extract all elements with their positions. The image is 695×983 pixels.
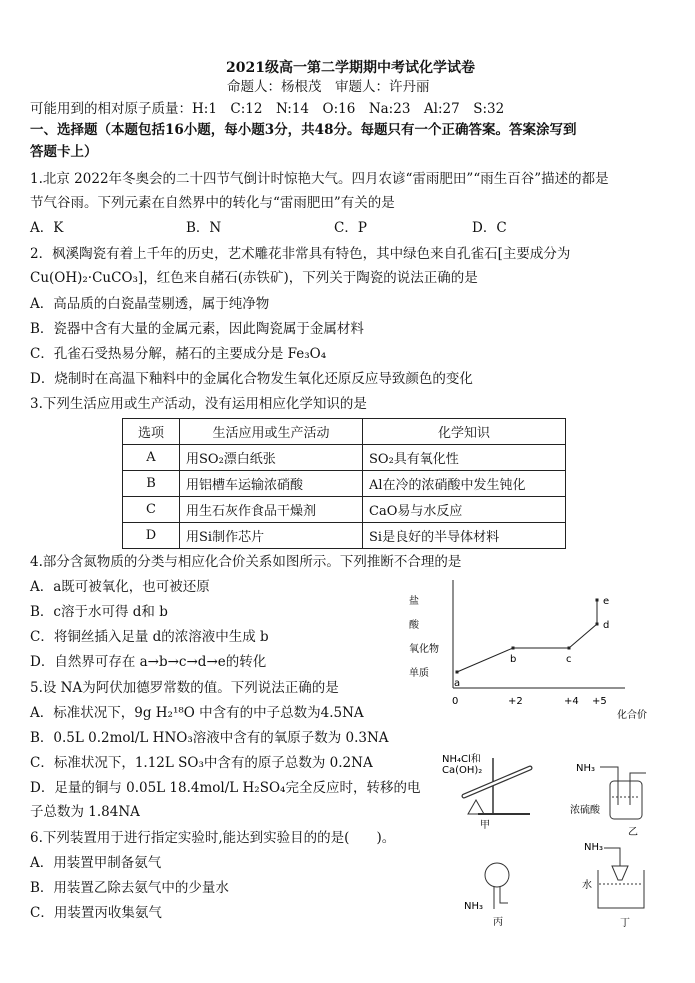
- yi-tubes: [600, 767, 646, 805]
- y-tick-label: 氧化物: [409, 644, 439, 655]
- apparatus-jia: [438, 748, 543, 833]
- q1-stem: 1.北京 2022年冬奥会的二十四节气倒计时惊艳大气。四月农谚“雷雨肥田”“雨生百谷”描述的都是: [30, 171, 609, 187]
- point-label-b: b: [510, 654, 517, 665]
- y-tick-label: 盐: [409, 596, 419, 607]
- x-axis-label: 化合价: [617, 710, 647, 721]
- beaker: [598, 870, 644, 908]
- page-title: 2021级高一第二学期期中考试化学试卷: [226, 60, 475, 76]
- table-cell: CaO易与水反应: [363, 497, 566, 523]
- q4-option-a: A．a既可被氧化，也可被还原: [30, 579, 210, 595]
- ding-tube: [604, 848, 620, 866]
- section-heading-cont: 答题卡上）: [30, 144, 98, 160]
- table-cell: SO₂具有氧化性: [363, 445, 566, 471]
- q2-option-c: C．孔雀石受热易分解，赭石的主要成分是 Fe₃O₄: [30, 346, 327, 362]
- table-cell: 用SO₂漂白纸张: [180, 445, 363, 471]
- q6-option-a: A．用装置甲制备氨气: [30, 855, 162, 871]
- point-c: [568, 647, 571, 650]
- q1-option-a: A．K: [30, 220, 64, 236]
- q5-option-c: C．标准状况下，1.12L SO₃中含有的原子总数为 0.2NA: [30, 755, 373, 771]
- x-tick-label: +2: [508, 696, 523, 707]
- q5-option-d-cont: 子总数为 1.84NA: [30, 804, 140, 820]
- q3-stem: 3.下列生活应用或生产活动，没有运用相应化学知识的是: [30, 396, 367, 412]
- nitrogen-valence-chart: [405, 580, 650, 750]
- section-heading: 一、选择题（本题包括16小题，每小题3分，共48分。每题只有一个正确答案。答案涂写到: [30, 122, 577, 138]
- bing-tubes: [494, 886, 508, 909]
- point-d: [596, 623, 599, 626]
- jia-reagent-label: NH₄Cl和: [442, 754, 481, 765]
- table-cell: A: [123, 445, 180, 471]
- point-a: [456, 671, 459, 674]
- q1-option-c: C．P: [334, 220, 367, 236]
- table-header: 选项: [123, 419, 180, 445]
- ding-gas-label: NH₃: [584, 842, 604, 853]
- authors: 命题人：杨根茂 审题人：许丹丽: [227, 79, 430, 95]
- inverted-funnel: [612, 866, 628, 880]
- q1-option-d: D．C: [472, 220, 507, 236]
- table-cell: Si是良好的半导体材料: [363, 523, 566, 549]
- point-label-e: e: [603, 596, 610, 607]
- q2-option-d: D．烧制时在高温下釉料中的金属化合物发生氧化还原反应导致颜色的变化: [30, 371, 473, 387]
- table-cell: B: [123, 471, 180, 497]
- alcohol-lamp: [468, 800, 484, 814]
- table-cell: Al在冷的浓硝酸中发生钝化: [363, 471, 566, 497]
- table-cell: 用铝槽车运输浓硝酸: [180, 471, 363, 497]
- q6-option-b: B．用装置乙除去氨气中的少量水: [30, 880, 229, 896]
- table-row: [123, 497, 566, 523]
- table-cell: D: [123, 523, 180, 549]
- y-tick-label: 酸: [409, 620, 419, 631]
- table-cell: 用生石灰作食品干燥剂: [180, 497, 363, 523]
- q5-option-a: A．标准状况下，9g H₂¹⁸O 中含有的中子总数为4.5NA: [30, 705, 364, 721]
- point-label-a: a: [454, 678, 461, 689]
- q2-stem: 2．枫溪陶瓷有着上千年的历史，艺术雕花非常具有特色，其中绿色来自孔雀石[主要成分为: [30, 246, 571, 262]
- table-header: 生活应用或生产活动: [180, 419, 363, 445]
- q1-stem-cont: 节气谷雨。下列元素在自然界中的转化与“雷雨肥田”有关的是: [30, 195, 395, 211]
- point-label-d: d: [603, 620, 610, 631]
- yi-label: 乙: [628, 827, 638, 838]
- y-tick-label: 单质: [409, 668, 429, 679]
- ding-label: 丁: [620, 918, 630, 929]
- table-cell: 用Si制作芯片: [180, 523, 363, 549]
- bing-gas-label: NH₃: [464, 901, 484, 912]
- x-tick-label: +5: [592, 696, 607, 707]
- q2-option-a: A．高品质的白瓷晶莹剔透，属于纯净物: [30, 296, 270, 312]
- q4-stem: 4.部分含氮物质的分类与相应化合价关系如图所示。下列推断不合理的是: [30, 554, 462, 570]
- series-line: [457, 600, 597, 672]
- q3-table: [122, 418, 566, 549]
- point-b: [512, 647, 515, 650]
- ding-water-label: 水: [582, 880, 592, 891]
- wash-bottle: [610, 781, 642, 819]
- apparatus-ding: [580, 838, 660, 938]
- bing-label: 丙: [493, 917, 503, 928]
- round-flask: [485, 863, 509, 887]
- q6-stem: 6.下列装置用于进行指定实验时,能达到实验目的的是( )。: [30, 830, 396, 846]
- q4-option-c: C．将铜丝插入足量 d的浓溶液中生成 b: [30, 629, 269, 645]
- point-e: [596, 599, 599, 602]
- table-row: [123, 523, 566, 549]
- yi-gas-label: NH₃: [576, 763, 596, 774]
- x-tick-label: 0: [452, 696, 459, 707]
- jia-reagent-label-2: Ca(OH)₂: [442, 765, 483, 776]
- atomic-masses: 可能用到的相对原子质量：H:1 C:12 N:14 O:16 Na:23 Al:27 S:32: [30, 101, 505, 117]
- q6-option-c: C．用装置丙收集氨气: [30, 905, 162, 921]
- table-header-row: [123, 419, 566, 445]
- jia-label: 甲: [480, 820, 490, 831]
- apparatus-bing: [462, 853, 532, 928]
- q1-option-b: B．N: [186, 220, 222, 236]
- x-tick-label: +4: [564, 696, 579, 707]
- table-cell: C: [123, 497, 180, 523]
- point-label-c: c: [566, 654, 572, 665]
- q2-option-b: B．瓷器中含有大量的金属元素，因此陶瓷属于金属材料: [30, 321, 364, 337]
- q4-option-b: B．c溶于水可得 d和 b: [30, 604, 168, 620]
- table-row: [123, 471, 566, 497]
- q5-option-b: B．0.5L 0.2mol/L HNO₃溶液中含有的氧原子数为 0.3NA: [30, 730, 389, 746]
- q5-option-d: D．足量的铜与 0.05L 18.4mol/L H₂SO₄完全反应时，转移的电: [30, 780, 421, 796]
- table-header: 化学知识: [363, 419, 566, 445]
- apparatus-yi: [570, 757, 655, 842]
- q5-stem: 5.设 NA为阿伏加德罗常数的值。下列说法正确的是: [30, 680, 339, 696]
- table-row: [123, 445, 566, 471]
- q4-option-d: D．自然界可存在 a→b→c→d→e的转化: [30, 654, 267, 670]
- q2-stem-cont: Cu(OH)₂·CuCO₃]，红色来自赭石(赤铁矿)，下列关于陶瓷的说法正确的是: [30, 270, 478, 286]
- yi-acid-label: 浓硫酸: [570, 805, 600, 816]
